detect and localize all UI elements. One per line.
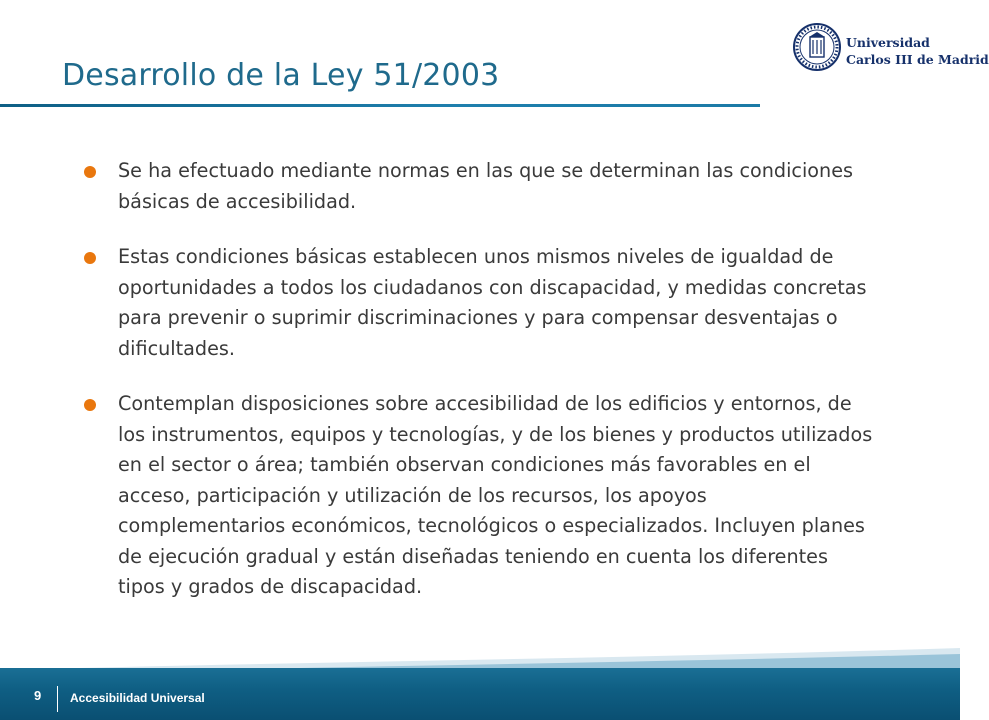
bullet-list bbox=[80, 156, 880, 628]
bullet-dot-icon bbox=[84, 252, 96, 264]
bullet-item bbox=[80, 389, 880, 603]
bullet-text: Se ha efectuado mediante normas en las que se determinan las condiciones básicas de accesibilidad. bbox=[118, 159, 854, 213]
university-logo bbox=[792, 22, 989, 72]
bullet-dot-icon bbox=[84, 166, 96, 178]
bullet-item bbox=[80, 242, 880, 364]
footer-divider bbox=[57, 686, 58, 712]
bullet-item bbox=[80, 156, 880, 217]
logo-line-2: Carlos III de Madrid bbox=[846, 52, 989, 67]
bullet-dot-icon bbox=[84, 399, 96, 411]
logo-line-1: Universidad bbox=[846, 35, 930, 50]
bullet-text: Estas condiciones básicas establecen unos mismos niveles de igualdad de oportunidades a todos los ciudadanos con discapacidad, y medidas concretas para prevenir o suprimir discriminaciones y para compensar desventajas o dificultades. bbox=[118, 245, 867, 360]
bullet-text: Contemplan disposiciones sobre accesibilidad de los edificios y entornos, de los instrumentos, equipos y tecnologías, y de los bienes y productos utilizados en el sector o área; también observan condiciones más favorables en el acceso, participación y utilización de los recursos, los apoyos complementarios económicos, tecnológicos o especializados. Incluyen planes de ejecución gradual y están diseñadas teniendo en cuenta los diferentes tipos y grados de discapacidad. bbox=[118, 392, 873, 598]
footer-label: Accesibilidad Universal bbox=[70, 691, 205, 705]
slide-title: Desarrollo de la Ley 51/2003 bbox=[62, 58, 500, 93]
university-seal-icon bbox=[792, 22, 842, 72]
title-underline bbox=[0, 104, 760, 107]
page-number: 9 bbox=[34, 688, 42, 703]
